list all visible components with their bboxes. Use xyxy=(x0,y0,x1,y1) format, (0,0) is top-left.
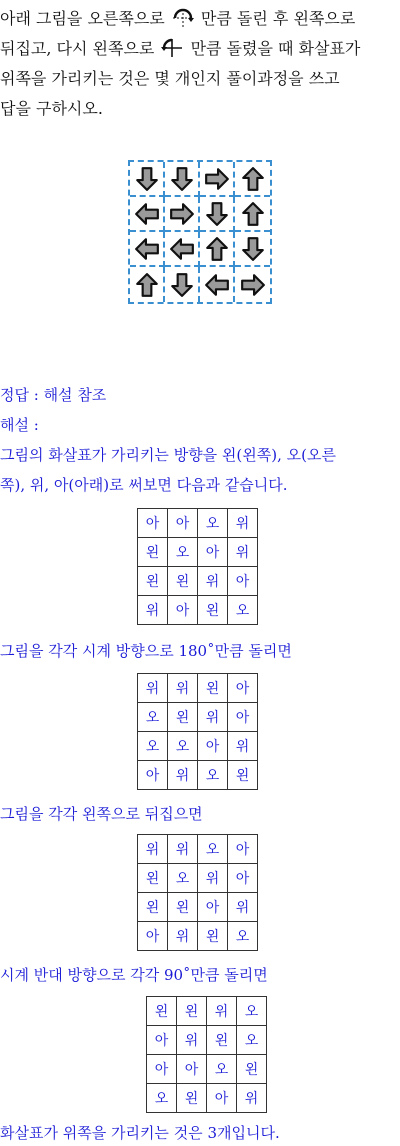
arrow-down-icon xyxy=(204,201,230,227)
puzzle-cell xyxy=(165,267,200,302)
explanation-intro-line-1: 그림의 화살표가 가리키는 방향을 왼(왼쪽), 오(오른 xyxy=(0,446,336,464)
question-text xyxy=(0,4,400,124)
grid-cell: 위 xyxy=(168,761,198,790)
puzzle-cell xyxy=(130,197,165,232)
arrow-left-icon xyxy=(134,236,160,262)
grid-row xyxy=(138,674,258,703)
puzzle-cell xyxy=(165,197,200,232)
grid-cell: 위 xyxy=(198,864,228,893)
grid-cell: 아 xyxy=(198,538,228,567)
arrow-up-icon xyxy=(134,272,160,298)
puzzle-cell xyxy=(165,232,200,267)
direction-grid-rotated-180 xyxy=(137,673,258,790)
arrow-right-icon xyxy=(169,201,195,227)
arrow-down-icon xyxy=(240,236,266,262)
grid-cell: 아 xyxy=(138,922,168,951)
grid-row xyxy=(138,761,258,790)
question-line-4: 답을 구하시오. xyxy=(0,99,103,118)
grid-cell: 위 xyxy=(138,674,168,703)
grid-cell: 위 xyxy=(228,509,258,538)
grid-cell: 아 xyxy=(198,893,228,922)
puzzle-cell xyxy=(165,162,200,197)
grid-row xyxy=(138,893,258,922)
rotate-quarter-turn-counterclockwise-icon xyxy=(159,37,185,59)
arrow-right-icon xyxy=(240,272,266,298)
grid-row xyxy=(147,1084,267,1113)
puzzle-cell xyxy=(130,267,165,302)
grid-cell: 왼 xyxy=(228,761,258,790)
grid-cell: 왼 xyxy=(138,538,168,567)
arrow-puzzle-grid xyxy=(128,160,272,304)
grid-row xyxy=(138,864,258,893)
grid-cell: 위 xyxy=(237,1084,267,1113)
grid-cell: 왼 xyxy=(237,1055,267,1084)
grid-cell: 왼 xyxy=(138,567,168,596)
direction-grid-original xyxy=(137,508,258,625)
puzzle-cell xyxy=(200,162,235,197)
question-line-1-start: 아래 그림을 오른쪽으로 xyxy=(0,9,165,28)
grid-cell: 아 xyxy=(228,835,258,864)
grid-cell: 오 xyxy=(198,835,228,864)
question-line-2-end: 만큼 돌렸을 때 화살표가 xyxy=(190,39,361,58)
arrow-left-icon xyxy=(134,201,160,227)
grid-cell: 아 xyxy=(147,1055,177,1084)
grid-row xyxy=(138,732,258,761)
arrow-right-icon xyxy=(204,166,230,192)
grid-cell: 오 xyxy=(228,596,258,625)
grid-cell: 아 xyxy=(177,1055,207,1084)
grid-row xyxy=(138,703,258,732)
grid-cell: 위 xyxy=(177,1026,207,1055)
grid-cell: 왼 xyxy=(138,893,168,922)
grid-cell: 오 xyxy=(138,732,168,761)
grid-cell: 아 xyxy=(198,732,228,761)
direction-grid-final xyxy=(146,996,267,1113)
grid-cell: 아 xyxy=(168,509,198,538)
grid-cell: 왼 xyxy=(198,596,228,625)
grid-row xyxy=(147,997,267,1026)
puzzle-cell xyxy=(130,162,165,197)
grid-cell: 오 xyxy=(237,997,267,1026)
grid-cell: 위 xyxy=(138,596,168,625)
explanation-intro-line-2: 쪽), 위, 아(아래)로 써보면 다음과 같습니다. xyxy=(0,476,288,494)
puzzle-cell xyxy=(235,232,270,267)
grid-cell: 왼 xyxy=(177,1084,207,1113)
answer-heading: 정답 : 해설 참조 xyxy=(0,386,107,404)
grid-row xyxy=(138,922,258,951)
question-line-3: 위쪽을 가리키는 것은 몇 개인지 풀이과정을 쓰고 xyxy=(0,69,340,88)
grid-cell: 위 xyxy=(168,674,198,703)
grid-cell: 오 xyxy=(228,922,258,951)
direction-grid-flipped xyxy=(137,834,258,951)
grid-cell: 오 xyxy=(237,1026,267,1055)
grid-cell: 아 xyxy=(228,703,258,732)
puzzle-cell xyxy=(130,232,165,267)
grid-cell: 왼 xyxy=(177,997,207,1026)
puzzle-cell xyxy=(235,197,270,232)
puzzle-cell xyxy=(235,162,270,197)
grid-cell: 위 xyxy=(168,835,198,864)
step-rotate-90-ccw-text: 시계 반대 방향으로 각각 90˚만큼 돌리면 xyxy=(0,966,268,984)
grid-row xyxy=(138,509,258,538)
grid-cell: 위 xyxy=(228,732,258,761)
grid-row xyxy=(138,567,258,596)
conclusion-text: 화살표가 위쪽을 가리키는 것은 3개입니다. xyxy=(0,1124,280,1142)
arrow-down-icon xyxy=(134,166,160,192)
grid-cell: 오 xyxy=(168,732,198,761)
grid-cell: 왼 xyxy=(198,674,228,703)
grid-cell: 아 xyxy=(228,674,258,703)
grid-cell: 아 xyxy=(168,596,198,625)
grid-cell: 아 xyxy=(138,509,168,538)
grid-cell: 왼 xyxy=(168,703,198,732)
arrow-down-icon xyxy=(169,166,195,192)
step-rotate-180-text: 그림을 각각 시계 방향으로 180˚만큼 돌리면 xyxy=(0,642,292,660)
grid-cell: 아 xyxy=(207,1084,237,1113)
grid-cell: 오 xyxy=(207,1055,237,1084)
puzzle-cell xyxy=(200,267,235,302)
grid-cell: 아 xyxy=(147,1026,177,1055)
grid-cell: 위 xyxy=(207,997,237,1026)
grid-cell: 왼 xyxy=(147,997,177,1026)
grid-cell: 오 xyxy=(168,538,198,567)
grid-cell: 위 xyxy=(138,835,168,864)
arrow-down-icon xyxy=(169,272,195,298)
question-line-1-end: 만큼 돌린 후 왼쪽으로 xyxy=(200,9,356,28)
grid-cell: 왼 xyxy=(168,567,198,596)
puzzle-cell xyxy=(200,232,235,267)
rotate-half-turn-clockwise-icon xyxy=(170,7,196,29)
arrow-up-icon xyxy=(240,166,266,192)
question-line-2-start: 뒤집고, 다시 왼쪽으로 xyxy=(0,39,155,58)
grid-cell: 왼 xyxy=(207,1026,237,1055)
arrow-left-icon xyxy=(204,272,230,298)
grid-cell: 위 xyxy=(228,538,258,567)
question-line-2 xyxy=(0,34,400,64)
grid-cell: 오 xyxy=(138,703,168,732)
grid-row xyxy=(147,1055,267,1084)
grid-cell: 위 xyxy=(228,893,258,922)
puzzle-cell xyxy=(200,197,235,232)
grid-cell: 왼 xyxy=(168,893,198,922)
grid-cell: 오 xyxy=(198,761,228,790)
grid-cell: 왼 xyxy=(198,922,228,951)
grid-row xyxy=(138,596,258,625)
arrow-up-icon xyxy=(204,236,230,262)
grid-cell: 위 xyxy=(168,922,198,951)
grid-cell: 오 xyxy=(198,509,228,538)
grid-cell: 아 xyxy=(228,567,258,596)
puzzle-cell xyxy=(235,267,270,302)
grid-cell: 오 xyxy=(168,864,198,893)
grid-row xyxy=(138,538,258,567)
explanation-label: 해설 : xyxy=(0,416,39,434)
grid-cell: 오 xyxy=(147,1084,177,1113)
grid-cell: 위 xyxy=(198,567,228,596)
step-flip-left-text: 그림을 각각 왼쪽으로 뒤집으면 xyxy=(0,805,203,823)
grid-cell: 위 xyxy=(198,703,228,732)
grid-cell: 아 xyxy=(138,761,168,790)
arrow-up-icon xyxy=(240,201,266,227)
grid-cell: 왼 xyxy=(138,864,168,893)
grid-cell: 아 xyxy=(228,864,258,893)
grid-row xyxy=(147,1026,267,1055)
question-line-1 xyxy=(0,4,400,34)
arrow-left-icon xyxy=(169,236,195,262)
grid-row xyxy=(138,835,258,864)
